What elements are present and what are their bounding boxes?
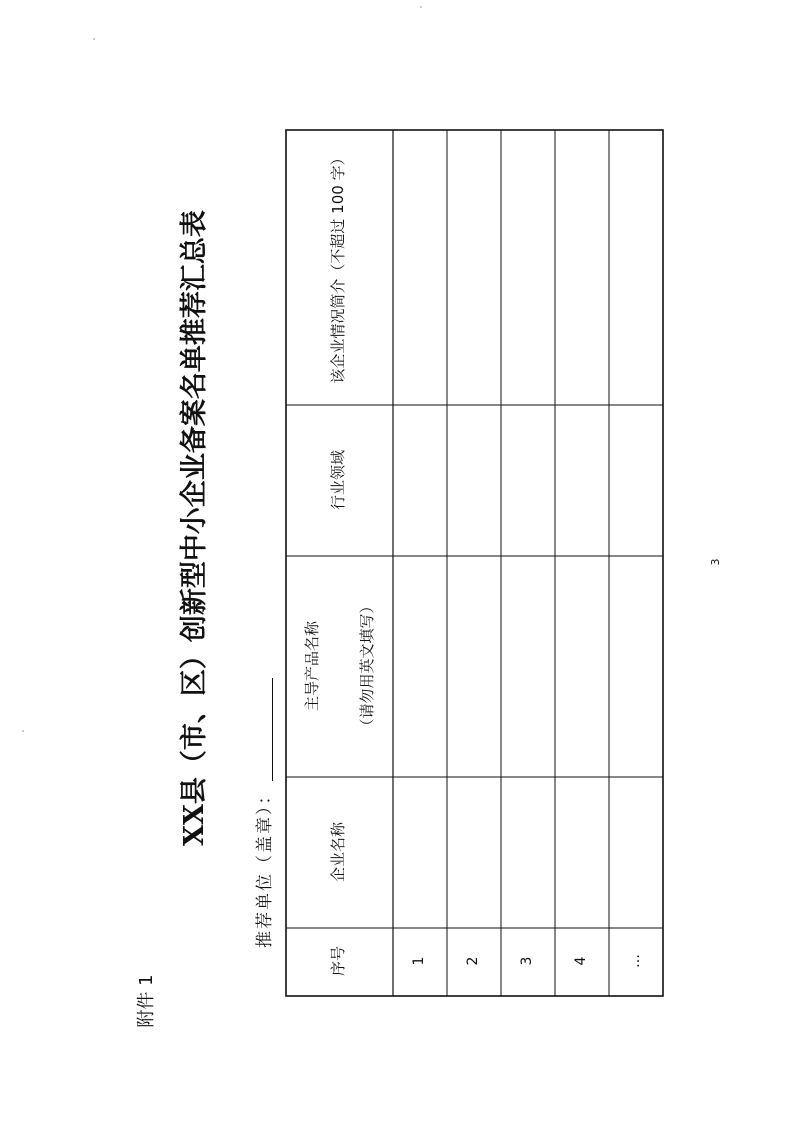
document-title: XX县（市、区）创新型中小企业备案名单推荐汇总表	[179, 210, 210, 846]
row-5-seq: …	[627, 954, 643, 968]
row-1-seq: 1	[411, 956, 427, 966]
header-product-line2: （请勿用英文填写）	[358, 598, 376, 734]
row-3-seq: 3	[519, 956, 535, 966]
header-product-line1: 主导产品名称	[303, 621, 321, 712]
header-product	[305, 566, 375, 766]
recommend-unit-label: 推荐单位（盖章）：	[254, 785, 275, 948]
scan-speck	[420, 6, 422, 8]
scan-speck	[93, 38, 95, 40]
attachment-label: 附件 1	[136, 974, 157, 1028]
header-company: 企业名称	[329, 822, 347, 883]
page-number: 3	[709, 558, 722, 566]
header-seq: 序号	[329, 946, 347, 977]
row-4-seq: 4	[573, 956, 589, 966]
scan-speck	[22, 730, 24, 732]
header-industry: 行业领域	[329, 450, 347, 511]
header-intro: 该企业情况简介（不超过 100 字）	[329, 150, 347, 384]
row-2-seq: 2	[465, 956, 481, 966]
